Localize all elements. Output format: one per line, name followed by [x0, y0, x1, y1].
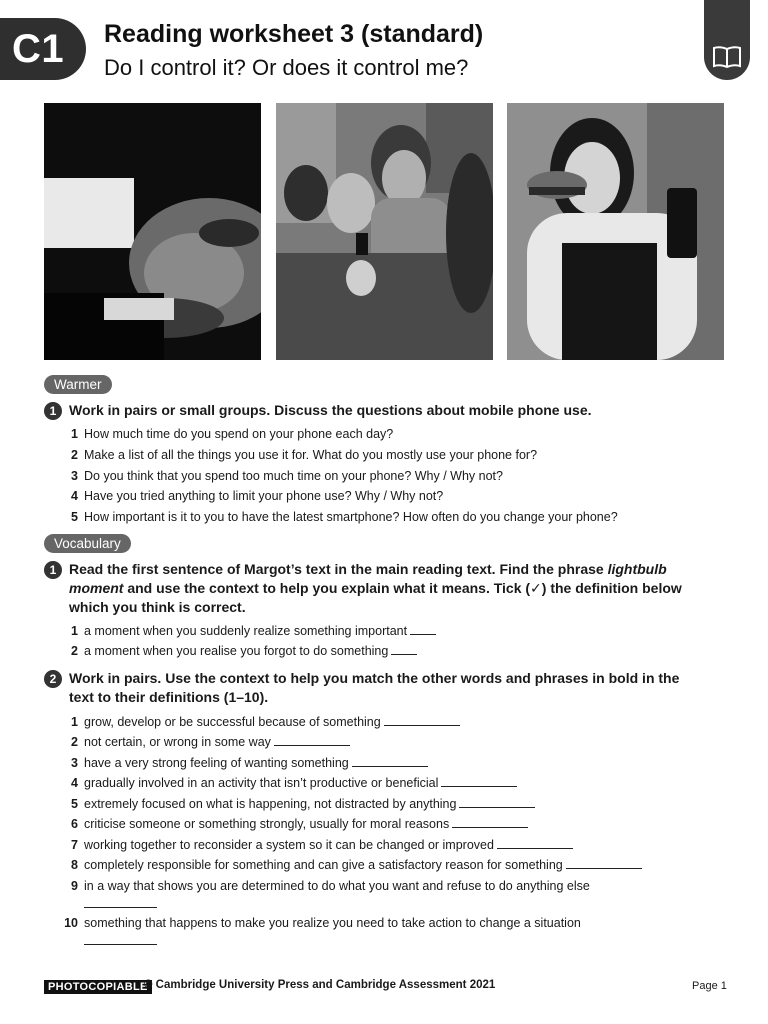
vocabulary-section-label: Vocabulary [44, 534, 131, 553]
list-item: 1 How much time do you spend on your phone each day? [71, 427, 394, 441]
question-number: 2 [44, 670, 62, 688]
vocabulary-question-2 [44, 669, 704, 707]
tick-blank[interactable] [391, 644, 417, 655]
question-text: Work in pairs or small groups. Discuss the questions about mobile phone use. [69, 402, 592, 418]
list-item: 2 Make a list of all the things you use it for. What do you mostly use your phone for? [71, 448, 538, 462]
list-item: 5 How important is it to you to have the latest smartphone? How often do you change your phone? [71, 510, 618, 524]
definition-item: 8 completely responsible for something and can give a satisfactory reason for something [60, 857, 720, 874]
question-number: 1 [44, 561, 62, 579]
question-number: 1 [44, 402, 62, 420]
warmer-question [44, 401, 704, 420]
answer-blank[interactable] [384, 715, 460, 726]
definition-item: 1 grow, develop or be successful because of something [60, 714, 720, 731]
book-icon [712, 45, 742, 69]
answer-blank[interactable] [84, 944, 157, 945]
definition-item: 2 not certain, or wrong in some way [60, 734, 720, 751]
definition-item: 9 in a way that shows you are determined to do what you want and refuse to do anything else [71, 879, 590, 893]
key-phrase: lightbulb moment [69, 561, 667, 596]
answer-blank[interactable] [459, 797, 535, 808]
page-subtitle: Do I control it? Or does it control me? [104, 55, 469, 80]
option-item: 1 a moment when you suddenly realize something important [60, 623, 720, 640]
vocabulary-question-1 [44, 560, 704, 617]
question-text: Work in pairs. Use the context to help you match the other words and phrases in bold in the text to their definitions (1–10). [69, 670, 680, 705]
definition-item: 10 something that happens to make you realize you need to take action to change a situation [64, 916, 581, 930]
definition-item: 5 extremely focused on what is happening, not distracted by anything [60, 796, 720, 813]
definition-item: 4 gradually involved in an activity that isn’t productive or beneficial [60, 775, 720, 792]
question-text: Read the first sentence of Margot’s text in the main reading text. Find the phrase [69, 561, 604, 577]
warmer-section-label: Warmer [44, 375, 112, 394]
group-using-phones-photo [276, 103, 493, 360]
definition-item: 7 working together to reconsider a system so it can be changed or improved [60, 837, 720, 854]
definition-item: 6 criticise someone or something strongly, usually for moral reasons [60, 816, 720, 833]
woman-with-burger-photo [507, 103, 724, 360]
definition-item: 3 have a very strong feeling of wanting something [60, 755, 720, 772]
answer-blank[interactable] [566, 858, 642, 869]
photocopiable-badge: PHOTOCOPIABLE [44, 980, 152, 994]
list-item: 4 Have you tried anything to limit your phone use? Why / Why not? [71, 489, 444, 503]
man-lit-by-phone-photo [44, 103, 261, 360]
answer-blank[interactable] [441, 776, 517, 787]
list-item: 3 Do you think that you spend too much time on your phone? Why / Why not? [71, 469, 503, 483]
option-item: 2 a moment when you realise you forgot to do something [60, 643, 720, 660]
tick-blank[interactable] [410, 624, 436, 635]
level-label: C1 [12, 26, 65, 71]
answer-blank[interactable] [274, 735, 350, 746]
answer-blank[interactable] [497, 838, 573, 849]
copyright-notice: © Cambridge University Press and Cambridge Assessment 2021 [144, 979, 496, 991]
page-number: Page 1 [692, 980, 727, 992]
answer-blank[interactable] [84, 907, 157, 908]
answer-blank[interactable] [352, 756, 428, 767]
answer-blank[interactable] [452, 817, 528, 828]
question-text: and use the context to help you explain what it means. Tick (✓) the definition below which you think is correct. [69, 580, 682, 615]
book-tab [704, 0, 750, 80]
level-badge [0, 18, 86, 80]
page-title: Reading worksheet 3 (standard) [104, 20, 484, 48]
